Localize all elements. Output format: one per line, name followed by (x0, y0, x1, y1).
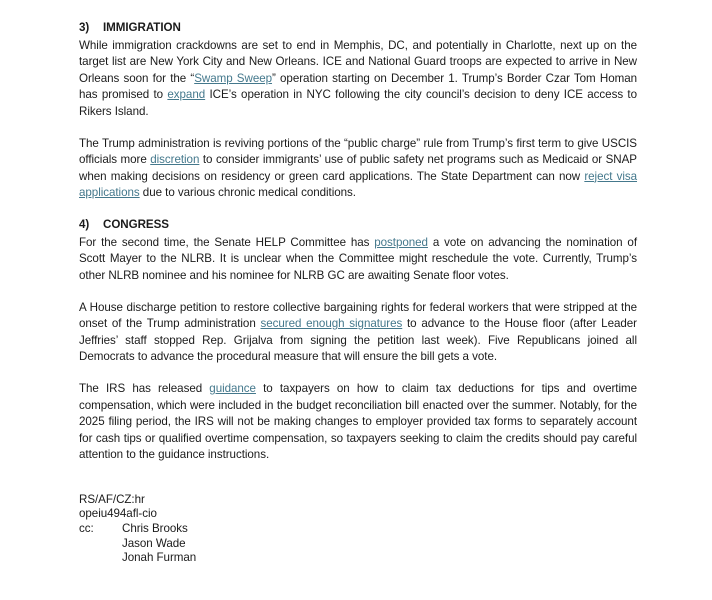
section-title: IMMIGRATION (103, 21, 181, 34)
cc-name: Chris Brooks (122, 521, 188, 535)
link-discretion[interactable]: discretion (150, 153, 200, 166)
paragraph-congress-1 (79, 235, 637, 285)
text-run: ” operation starting on December 1. Trump’s Border Czar Tom Homan has promised to (79, 71, 638, 101)
cc-label: cc: (79, 521, 94, 535)
cc-name: Jonah Furman (122, 551, 197, 565)
link-reject-visa-applications[interactable]: reject visa applications (79, 169, 638, 199)
text-run: A House discharge petition to restore collective bargaining rights for federal workers that were stripped at the onset of the Trump administration (79, 300, 637, 330)
text-run: due to various chronic medical conditions. (139, 186, 356, 199)
section-number: 4) (79, 218, 90, 231)
text-run: to advance to the House floor (after Leader Jeffries’ staff stopped Rep. Grijalva from signing the petition last week). Five Republicans joined all Democrats to advance the procedural measure that will ensure the bill gets a vote. (79, 317, 637, 363)
link-secured-enough-signatures[interactable]: secured enough signatures (260, 317, 403, 330)
link-expand[interactable]: expand (167, 88, 206, 101)
initials-line: RS/AF/CZ:hr (79, 492, 145, 506)
paragraph-congress-3 (79, 381, 637, 464)
paragraph-immigration-2 (79, 136, 637, 202)
text-run: The IRS has released (79, 382, 210, 395)
union-label-line: opeiu494afl-cio (79, 507, 157, 521)
document-body (79, 20, 637, 566)
cc-row (79, 522, 637, 566)
cc-names (122, 522, 196, 566)
link-postponed[interactable]: postponed (374, 235, 428, 249)
section-number: 3) (79, 21, 90, 34)
link-guidance[interactable]: guidance (209, 382, 256, 395)
text-run: a vote on advancing the nomination of Scott Mayer to the NLRB. It is unclear when the Committee might reschedule the vote. Currently, Trump’s other NLRB nominee and his nominee for NLRB GC are awaiting Senate floor votes. (79, 235, 637, 282)
text-run: to taxpayers on how to claim tax deductions for tips and overtime compensation, which were included in the budget reconciliation bill enacted over the summer. Notably, for the 2025 filing period, the IRS will not be making changes to employer provided tax forms to separately account for cash tips or qualified overtime compensation, so taxpayers seeking to claim the credits should pay careful attention to the guidance instructions. (79, 382, 637, 461)
text-run: to consider immigrants’ use of public safety net programs such as Medicaid or SNAP when making decisions on residency or green card applications. The State Department can now (79, 153, 637, 183)
section-title: CONGRESS (103, 218, 169, 231)
section-heading-immigration (79, 20, 637, 37)
signature-block (79, 493, 637, 567)
paragraph-congress-2 (79, 300, 637, 366)
text-run: ICE’s operation in NYC following the city council’s decision to deny ICE access to Rikers Island. (79, 88, 637, 118)
text-run: For the second time, the Senate HELP Committee has (79, 235, 375, 249)
text-run: The Trump administration is reviving portions of the “public charge” rule from Trump’s first term to give USCIS officials more (79, 136, 637, 166)
cc-name: Jason Wade (122, 536, 186, 550)
link-swamp-sweep[interactable]: Swamp Sweep (194, 71, 273, 85)
text-run: While immigration crackdowns are set to end in Memphis, DC, and potentially in Charlotte, next up on the target list are New York City and New Orleans. ICE and National Guard troops are expected to arrive in New Orleans soon for the “ (79, 38, 637, 85)
paragraph-immigration-1 (79, 38, 637, 121)
section-heading-congress (79, 217, 637, 234)
